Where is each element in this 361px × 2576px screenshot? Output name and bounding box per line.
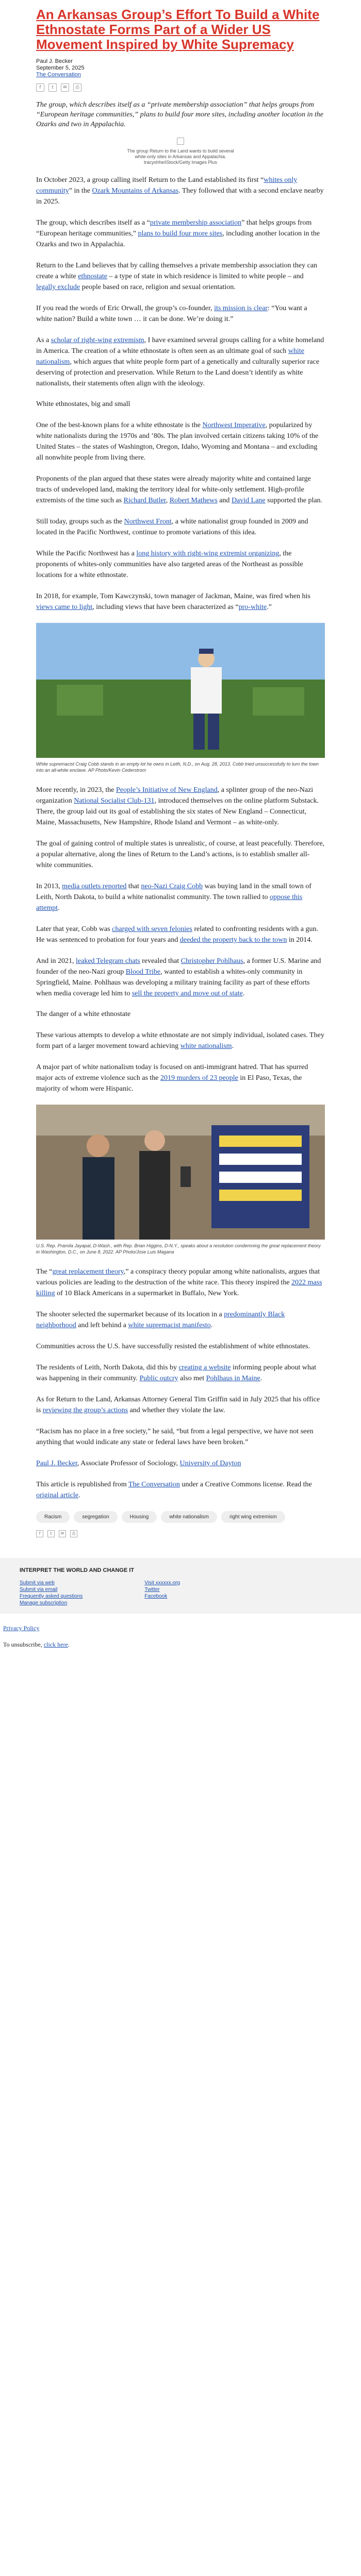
image-placeholder-icon [177, 138, 184, 145]
link-northwest-front[interactable]: Northwest Front [124, 518, 172, 526]
link-white-nationalism[interactable]: white nationalism [36, 347, 304, 366]
link-public-outcry[interactable]: Public outcry [139, 1375, 178, 1382]
paragraph-1: In October 2023, a group calling itself Return to the Land established its first “whites only community” in the Ozark Mountains of Arkansas. They followed that with a second enclave nearby in 2025. [36, 176, 324, 206]
footer-link-facebook[interactable]: Facebook [144, 1594, 168, 1599]
footer-columns [20, 1580, 341, 1606]
paragraph-16: These various attempts to develop a white ethnostate are not simply individual, isolated cases. They form part of a larger movement toward achieving white nationalism. [36, 1031, 324, 1050]
link-scholar-extremism[interactable]: scholar of right-wing extremism [51, 336, 144, 344]
photo-craig-cobb-caption: White supremacist Craig Cobb stands in an empty lot he owns in Leith, N.D., on Aug. 28, 2013. Cobb tried unsuccessfully to turn the town into an all-white enclave. AP Photo/Kevin Cederstrom [36, 761, 319, 773]
footer-link-faq[interactable]: Frequently asked questions [20, 1594, 83, 1599]
article [36, 7, 325, 1537]
paragraph-12: The goal of gaining control of multiple states is unrealistic, of course, at least peacefully. Therefore, a popular alternative, along the lines of Return to the Land’s actions, is to establish smaller all-white communities. [36, 840, 325, 869]
source-link[interactable]: The Conversation [36, 72, 81, 78]
photo-craig-cobb [36, 623, 325, 758]
publish-date: September 5, 2025 [36, 65, 85, 71]
footer-link-submit-web[interactable]: Submit via web [20, 1580, 55, 1586]
link-ethnostate[interactable]: ethnostate [78, 273, 107, 280]
share-row-bottom [36, 1530, 325, 1537]
link-deeded-property[interactable]: deeded the property back to the town [179, 936, 287, 944]
photo-jayapal-caption: U.S. Rep. Pramila Jayapal, D-Wash., with Rep. Brian Higgins, D-N.Y., speaks about a resolution condemning the great replacement theory in Washington, D.C., on June 8, 2022. AP Photo/Jose Luis Magana [36, 1243, 321, 1255]
link-great-replacement[interactable]: great replacement theory [52, 1268, 124, 1276]
bottom-links [0, 1614, 361, 1649]
paragraph-10: In 2018, for example, Tom Kawczynski, town manager of Jackman, Maine, was fired when his views came to light, including views that have been characterized as “pro-white.” [36, 592, 310, 611]
facebook-icon[interactable]: f [36, 83, 44, 92]
link-leaked-telegram[interactable]: leaked Telegram chats [76, 957, 140, 965]
link-ozark-mountains[interactable]: Ozark Mountains of Arkansas [92, 187, 179, 195]
privacy-policy-link[interactable]: Privacy Policy [3, 1624, 40, 1632]
link-original-article[interactable]: original article [36, 1492, 79, 1499]
republish-note: This article is republished from The Conversation under a Creative Commons license. Read the original article. [36, 1481, 312, 1499]
link-seven-felonies[interactable]: charged with seven felonies [112, 925, 192, 933]
link-the-conversation[interactable]: The Conversation [128, 1481, 180, 1488]
paragraph-15: And in 2021, leaked Telegram chats revealed that Christopher Pohlhaus, a former U.S. Marine and founder of the neo-Nazi group Blood Tribe, wanted to establish a whites-only community in Springfield, Maine. Pohlhaus was developing a military training facility as part of these efforts when media coverage led him to sell the property and move out of state. [36, 957, 321, 997]
paragraph-6: One of the best-known plans for a white ethnostate is the Northwest Imperative, popularized by white nationalists during the 1970s and ’80s. The plan involved certain citizens taking 10% of the United States – the states of Washington, Oregon, Idaho, Wyoming and Montana – and excluding all nonwhite people from living there. [36, 421, 319, 462]
footer-col-2 [144, 1580, 180, 1606]
link-creating-website[interactable]: creating a website [178, 1364, 231, 1371]
link-pohlhaus-maine[interactable]: Pohlhaus in Maine [206, 1375, 260, 1382]
paragraph-13: In 2013, media outlets reported that neo-Nazi Craig Cobb was buying land in the small town of Leith, North Dakota, to build a white nationalist community. The town rallied to oppose this attempt. [36, 883, 311, 912]
paragraph-3: Return to the Land believes that by calling themselves a private membership association they can create a white ethnostate – a type of state in which residence is limited to white people – and legally exclude people based on race, religion and sexual orientation. [36, 262, 318, 291]
footer [0, 1558, 361, 1614]
headline-link[interactable]: An Arkansas Group’s Effort To Build a White Ethnostate Forms Part of a Wider US Movement Inspired by White Supremacy [36, 7, 320, 52]
footer-link-manage-subscription[interactable]: Manage subscription [20, 1600, 68, 1606]
link-long-history[interactable]: long history with right-wing extremist organizing [136, 550, 280, 557]
tag-housing[interactable]: Housing [122, 1511, 157, 1523]
paragraph-4: If you read the words of Eric Orwall, the group’s co-founder, its mission is clear: “You want a white nation? Build a white town … it can be done. We’re doing it.” [36, 304, 307, 323]
paragraph-22: As for Return to the Land, Arkansas Attorney General Tim Griffin said in July 2025 that his office is reviewing the group’s actions and whether they violate the law. [36, 1396, 320, 1414]
link-robert-mathews[interactable]: Robert Mathews [169, 497, 218, 504]
facebook-icon[interactable]: f [36, 1530, 43, 1537]
link-white-nationalism-2[interactable]: white nationalism [180, 1042, 232, 1050]
paragraph-9: While the Pacific Northwest has a long history with right-wing extremist organizing, the proponents of whites-only communities have also targeted areas of the Northeast as possible locations for a white ethnostate. [36, 550, 303, 579]
top-spacer [0, 0, 361, 5]
link-2019-murders[interactable]: 2019 murders of 23 people [160, 1074, 238, 1082]
photo-craig-cobb-illustration [36, 623, 325, 758]
paragraph-7: Proponents of the plan argued that these states were already majority white and contained large tracts of undeveloped land, making the territory ideal for white-only settlement. High-profile extremists of the time such as Richard Butler, Robert Mathews and David Lane supported the plan. [36, 475, 323, 504]
footer-link-submit-email[interactable]: Submit via email [20, 1587, 58, 1592]
paragraph-19: The shooter selected the supermarket because of its location in a predominantly Black neighborhood and left behind a white supremacist manifesto. [36, 1311, 285, 1329]
link-neo-nazi-craig-cobb[interactable]: neo-Nazi Craig Cobb [141, 883, 203, 890]
unsubscribe-text: To unsubscribe, click here. [3, 1641, 70, 1648]
link-private-membership[interactable]: private membership association [150, 219, 242, 227]
email-icon[interactable]: ✉ [59, 1530, 66, 1537]
link-black-neighborhood[interactable]: predominantly Black neighborhood [36, 1311, 285, 1329]
link-richard-butler[interactable]: Richard Butler [123, 497, 166, 504]
tag-segregation[interactable]: segregation [74, 1511, 117, 1523]
link-author-bio[interactable]: Paul J. Becker [36, 1460, 77, 1467]
lede: The group, which describes itself as a “private membership association” that helps groups from “European heritage communities,” plans to build four more sites, including another location in the Ozarks and two in Appalachia. [36, 101, 323, 128]
lead-figure [36, 138, 325, 165]
link-nsc-131[interactable]: National Socialist Club-131 [74, 797, 155, 805]
tag-racism[interactable]: Racism [36, 1511, 70, 1523]
link-2022-mass-killing[interactable]: 2022 mass killing [36, 1279, 322, 1297]
footer-link-twitter[interactable]: Twitter [144, 1587, 160, 1592]
unsubscribe-link[interactable]: click here [43, 1641, 68, 1648]
share-row [36, 83, 325, 92]
paragraph-8: Still today, groups such as the Northwest Front, a white nationalist group founded in 2009 and located in the Pacific Northwest, continue to promote variations of this idea. [36, 518, 308, 536]
photo-jayapal [36, 1105, 325, 1240]
link-four-more-sites[interactable]: plans to build four more sites [138, 230, 223, 238]
subheading-ethnostates: White ethnostates, big and small [36, 400, 130, 408]
tag-white-nationalism[interactable]: white nationalism [161, 1511, 217, 1523]
link-peoples-initiative[interactable]: People’s Initiative of New England [116, 786, 218, 794]
tag-right-wing-extremism[interactable]: right wing extremism [221, 1511, 285, 1523]
paragraph-21: The residents of Leith, North Dakota, did this by creating a website informing people about what was happening in their community. Public outcry also met Pohlhaus in Maine. [36, 1364, 317, 1382]
paragraph-11: More recently, in 2023, the People’s Initiative of New England, a splinter group of the neo-Nazi organization National Socialist Club-131, introduced themselves on the online platform Substack. There, the group laid out its goal of establishing the six states of New England – Connecticut, Maine, Massachusetts, New Hampshire, Rhode Island and Vermont – as white-only. [36, 786, 319, 826]
tag-list [36, 1511, 325, 1523]
link-christopher-pohlhaus[interactable]: Christopher Pohlhaus [180, 957, 243, 965]
twitter-icon[interactable]: t [47, 1530, 55, 1537]
footer-col-1 [20, 1580, 83, 1606]
author-bio: Paul J. Becker, Associate Professor of Sociology, University of Dayton [36, 1460, 241, 1467]
footer-title: INTERPRET THE WORLD AND CHANGE IT [20, 1567, 135, 1573]
paragraph-5: As a scholar of right-wing extremism, I have examined several groups calling for a white homeland in America. The creation of a white ethnostate is often seen as an ultimate goal of such white nationalism, which argues that white people form part of a genetically and culturally superior race deserving of protection and preservation. While Return to the Land doesn’t identify as white nationalists, their statements often align with the ideology. [36, 336, 324, 387]
link-blood-tribe[interactable]: Blood Tribe [125, 968, 161, 976]
link-sell-property[interactable]: sell the property and move out of state [132, 990, 243, 997]
link-manifesto[interactable]: white supremacist manifesto [128, 1321, 211, 1329]
paragraph-23: “Racism has no place in a free society,” he said, “but from a legal perspective, we have not seen anything that would indicate any state or federal laws have been broken.” [36, 1428, 314, 1446]
link-whites-only-community[interactable]: whites only community [36, 176, 298, 195]
paragraph-18: The “great replacement theory,” a conspiracy theory popular among white nationalists, argues that various policies are leading to the destruction of the white race. This theory inspired the 2022 mass killing of 10 Black Americans in a supermarket in Buffalo, New York. [36, 1268, 322, 1297]
paragraph-17: A major part of white nationalism today is focused on anti-immigrant hatred. That has spurred major acts of extreme violence such as the 2019 murders of 23 people in El Paso, Texas, the majority of whom were Hispanic. [36, 1063, 308, 1093]
email-icon[interactable]: ✉ [61, 83, 69, 92]
subheading-danger: The danger of a white ethnostate [36, 1010, 131, 1018]
link-legally-exclude[interactable]: legally exclude [36, 283, 80, 291]
lead-figure-caption: The group Return to the Land wants to build several white-only sites in Arkansas and Appalachia. tracyshhe/iStock/Getty Images Plus [127, 148, 234, 165]
paragraph-20: Communities across the U.S. have successfully resisted the establishment of white ethnostates. [36, 1343, 310, 1350]
link-pro-white[interactable]: pro-white [238, 603, 267, 611]
link-mission-clear[interactable]: its mission is clear [214, 304, 268, 312]
byline [36, 58, 325, 78]
paragraph-14: Later that year, Cobb was charged with seven felonies related to confronting residents with a gun. He was sentenced to probation for four years and deeded the property back to the town in 2014. [36, 925, 318, 944]
link-views-came-to-light[interactable]: views came to light [36, 603, 93, 611]
link-reviewing-actions[interactable]: reviewing the group’s actions [42, 1406, 128, 1414]
link-northwest-imperative[interactable]: Northwest Imperative [202, 421, 266, 429]
print-icon[interactable]: ⎙ [70, 1530, 77, 1537]
paragraph-2: The group, which describes itself as a “private membership association” that helps groups from “European heritage communities,” plans to build four more sites, including another location in the Ozarks and two in Appalachia. [36, 219, 320, 248]
link-university[interactable]: University of Dayton [179, 1460, 241, 1467]
twitter-icon[interactable]: t [48, 83, 57, 92]
footer-link-visit-site[interactable]: Visit xxxxxx.org [144, 1580, 180, 1586]
photo-jayapal-illustration [36, 1105, 325, 1240]
link-oppose-attempt[interactable]: oppose this attempt [36, 893, 303, 912]
link-david-lane[interactable]: David Lane [231, 497, 266, 504]
print-icon[interactable]: ⎙ [73, 83, 81, 92]
link-media-outlets-reported[interactable]: media outlets reported [62, 883, 127, 890]
author-name: Paul J. Becker [36, 58, 73, 64]
